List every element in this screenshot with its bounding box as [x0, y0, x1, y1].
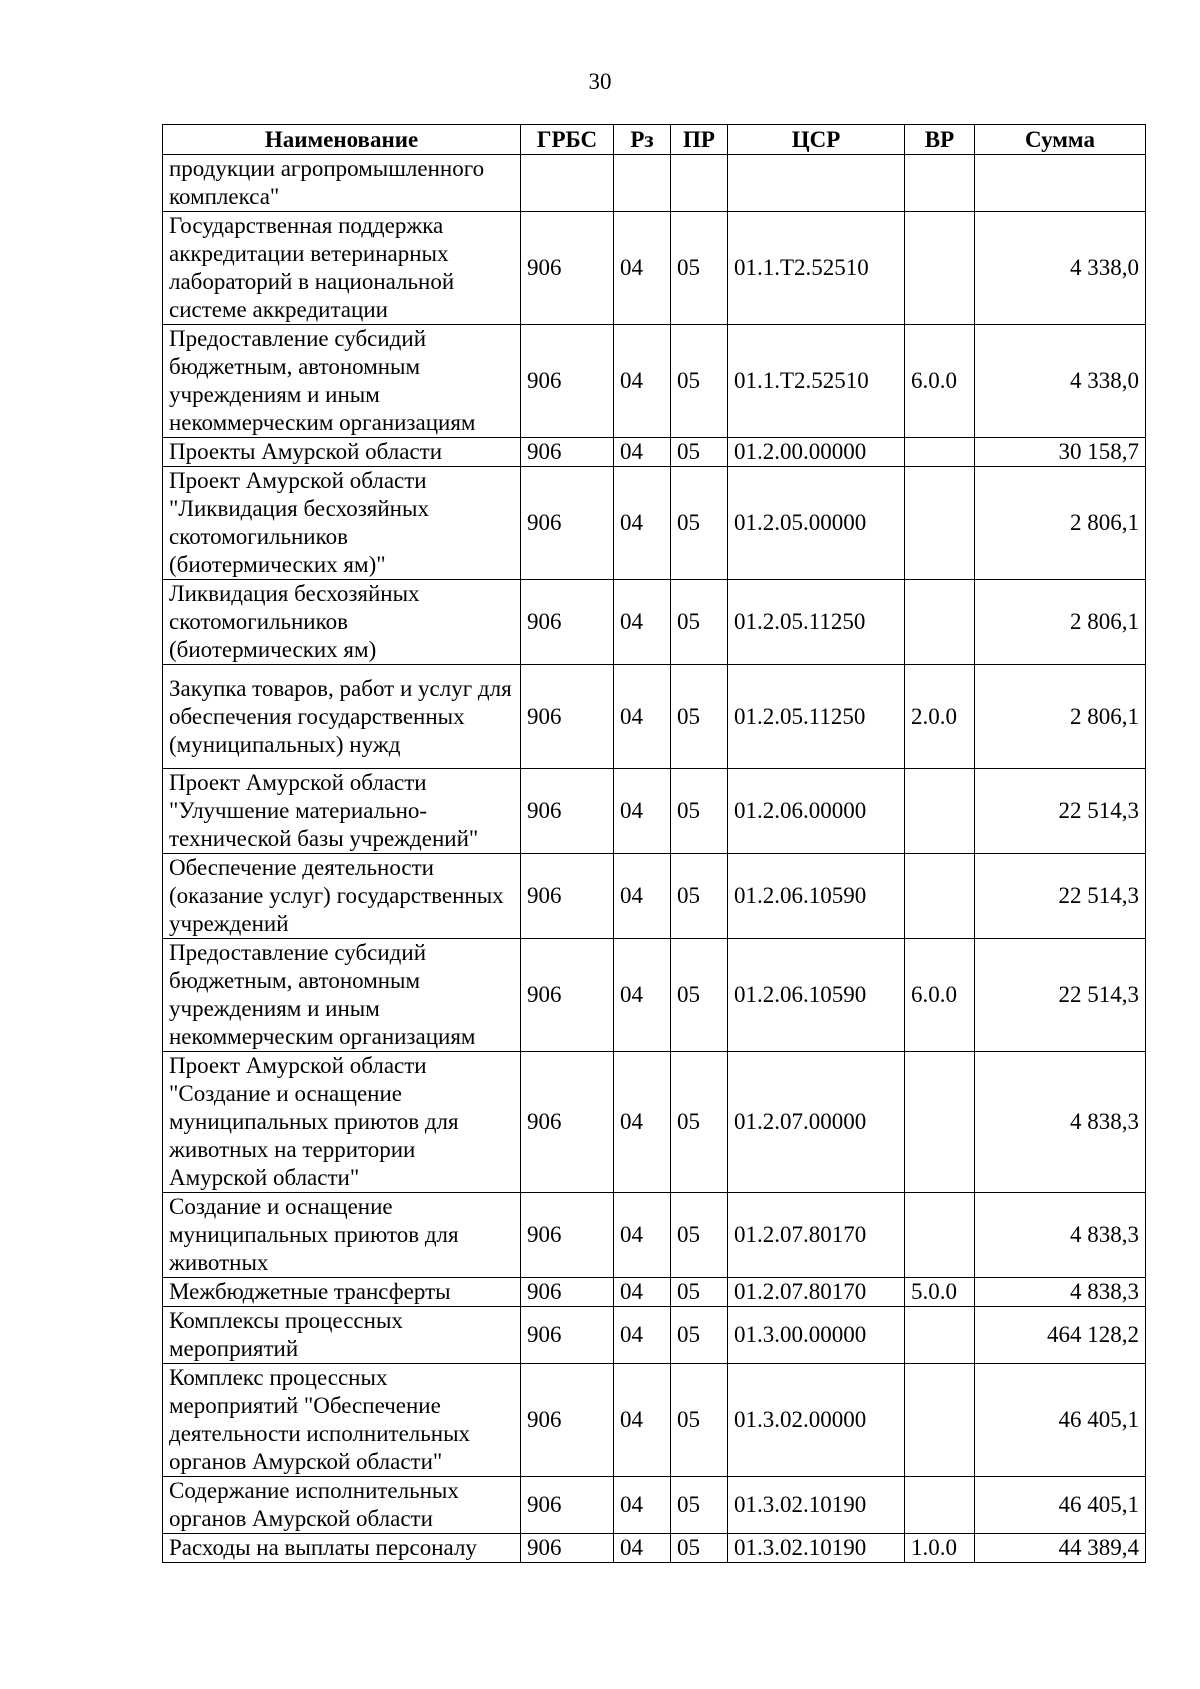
cell-rz: 04 — [614, 665, 671, 769]
cell-csr: 01.2.06.00000 — [728, 769, 905, 854]
cell-rz: 04 — [614, 1477, 671, 1534]
cell-csr: 01.3.02.10190 — [728, 1534, 905, 1563]
cell-csr: 01.2.07.00000 — [728, 1052, 905, 1193]
cell-name: Создание и оснащение муниципальных приютов для животных — [163, 1193, 521, 1278]
cell-rz: 04 — [614, 467, 671, 580]
budget-table — [162, 124, 1146, 1563]
cell-pr — [671, 155, 728, 212]
table-body — [163, 155, 1146, 1563]
cell-pr: 05 — [671, 467, 728, 580]
cell-vr — [905, 438, 975, 467]
table-header-row — [163, 125, 1146, 155]
cell-rz: 04 — [614, 939, 671, 1052]
cell-pr: 05 — [671, 1477, 728, 1534]
cell-sum: 22 514,3 — [975, 939, 1146, 1052]
cell-name: Проект Амурской области "Ликвидация бесхозяйных скотомогильников (биотермических ям)" — [163, 467, 521, 580]
cell-grbs: 906 — [521, 939, 614, 1052]
cell-rz: 04 — [614, 580, 671, 665]
cell-vr — [905, 1364, 975, 1477]
cell-name: Государственная поддержка аккредитации ветеринарных лабораторий в национальной системе аккредитации — [163, 212, 521, 325]
cell-rz — [614, 155, 671, 212]
table-row — [163, 1193, 1146, 1278]
cell-name: Проект Амурской области "Улучшение материально-технической базы учреждений" — [163, 769, 521, 854]
cell-vr — [905, 467, 975, 580]
cell-sum: 2 806,1 — [975, 665, 1146, 769]
cell-grbs: 906 — [521, 1052, 614, 1193]
header-csr: ЦСР — [728, 125, 905, 155]
cell-sum: 4 838,3 — [975, 1278, 1146, 1307]
cell-csr: 01.2.05.11250 — [728, 665, 905, 769]
cell-sum — [975, 155, 1146, 212]
cell-name: Предоставление субсидий бюджетным, автономным учреждениям и иным некоммерческим организациям — [163, 325, 521, 438]
cell-grbs: 906 — [521, 438, 614, 467]
header-pr: ПР — [671, 125, 728, 155]
page-number: 30 — [588, 69, 612, 94]
cell-sum: 2 806,1 — [975, 580, 1146, 665]
table-row — [163, 1052, 1146, 1193]
cell-csr: 01.2.06.10590 — [728, 939, 905, 1052]
cell-vr: 6.0.0 — [905, 939, 975, 1052]
cell-vr — [905, 1193, 975, 1278]
cell-grbs: 906 — [521, 854, 614, 939]
cell-vr — [905, 1052, 975, 1193]
header-sum: Сумма — [975, 125, 1146, 155]
cell-pr: 05 — [671, 854, 728, 939]
cell-rz: 04 — [614, 1364, 671, 1477]
cell-pr: 05 — [671, 580, 728, 665]
cell-pr: 05 — [671, 769, 728, 854]
cell-sum: 46 405,1 — [975, 1364, 1146, 1477]
cell-vr — [905, 1477, 975, 1534]
cell-pr: 05 — [671, 438, 728, 467]
cell-csr: 01.1.Т2.52510 — [728, 212, 905, 325]
cell-csr: 01.2.00.00000 — [728, 438, 905, 467]
cell-rz: 04 — [614, 325, 671, 438]
cell-sum: 4 338,0 — [975, 325, 1146, 438]
table-row — [163, 438, 1146, 467]
header-grbs: ГРБС — [521, 125, 614, 155]
cell-rz: 04 — [614, 438, 671, 467]
cell-grbs: 906 — [521, 1534, 614, 1563]
cell-rz: 04 — [614, 1052, 671, 1193]
cell-csr: 01.2.05.00000 — [728, 467, 905, 580]
cell-name: Расходы на выплаты персоналу — [163, 1534, 521, 1563]
cell-name: Проекты Амурской области — [163, 438, 521, 467]
cell-grbs: 906 — [521, 769, 614, 854]
header-rz: Рз — [614, 125, 671, 155]
header-vr: ВР — [905, 125, 975, 155]
cell-grbs: 906 — [521, 1364, 614, 1477]
cell-pr: 05 — [671, 665, 728, 769]
table-row — [163, 212, 1146, 325]
cell-rz: 04 — [614, 1534, 671, 1563]
cell-csr: 01.1.Т2.52510 — [728, 325, 905, 438]
cell-csr: 01.3.00.00000 — [728, 1307, 905, 1364]
table-row — [163, 325, 1146, 438]
cell-csr: 01.3.02.10190 — [728, 1477, 905, 1534]
table-row — [163, 769, 1146, 854]
cell-csr — [728, 155, 905, 212]
cell-csr: 01.2.06.10590 — [728, 854, 905, 939]
table-row — [163, 939, 1146, 1052]
table-row — [163, 1534, 1146, 1563]
cell-vr — [905, 1307, 975, 1364]
cell-pr: 05 — [671, 212, 728, 325]
cell-grbs: 906 — [521, 467, 614, 580]
cell-pr: 05 — [671, 939, 728, 1052]
cell-sum: 464 128,2 — [975, 1307, 1146, 1364]
cell-csr: 01.2.07.80170 — [728, 1278, 905, 1307]
table-row — [163, 1278, 1146, 1307]
cell-rz: 04 — [614, 1307, 671, 1364]
table-row — [163, 854, 1146, 939]
cell-name: Предоставление субсидий бюджетным, автономным учреждениям и иным некоммерческим организациям — [163, 939, 521, 1052]
cell-sum: 22 514,3 — [975, 854, 1146, 939]
cell-grbs: 906 — [521, 1477, 614, 1534]
table-row — [163, 1477, 1146, 1534]
cell-name: Комплекс процессных мероприятий "Обеспечение деятельности исполнительных органов Амурской области" — [163, 1364, 521, 1477]
table-row — [163, 1307, 1146, 1364]
cell-vr — [905, 212, 975, 325]
cell-pr: 05 — [671, 1052, 728, 1193]
cell-vr — [905, 580, 975, 665]
cell-rz: 04 — [614, 854, 671, 939]
cell-csr: 01.3.02.00000 — [728, 1364, 905, 1477]
cell-pr: 05 — [671, 1364, 728, 1477]
cell-name: продукции агропромышленного комплекса" — [163, 155, 521, 212]
cell-grbs — [521, 155, 614, 212]
cell-grbs: 906 — [521, 325, 614, 438]
table-row — [163, 665, 1146, 769]
cell-sum: 4 838,3 — [975, 1193, 1146, 1278]
cell-pr: 05 — [671, 1307, 728, 1364]
cell-rz: 04 — [614, 1193, 671, 1278]
table-row — [163, 580, 1146, 665]
cell-vr: 2.0.0 — [905, 665, 975, 769]
cell-grbs: 906 — [521, 580, 614, 665]
cell-pr: 05 — [671, 1534, 728, 1563]
cell-name: Ликвидация бесхозяйных скотомогильников (биотермических ям) — [163, 580, 521, 665]
cell-rz: 04 — [614, 212, 671, 325]
cell-grbs: 906 — [521, 1307, 614, 1364]
cell-sum: 22 514,3 — [975, 769, 1146, 854]
cell-rz: 04 — [614, 769, 671, 854]
cell-pr: 05 — [671, 1193, 728, 1278]
cell-csr: 01.2.07.80170 — [728, 1193, 905, 1278]
cell-grbs: 906 — [521, 665, 614, 769]
cell-name: Закупка товаров, работ и услуг для обеспечения государственных (муниципальных) нужд — [163, 665, 521, 769]
cell-name: Проект Амурской области "Создание и оснащение муниципальных приютов для животных на территории Амурской области" — [163, 1052, 521, 1193]
cell-grbs: 906 — [521, 212, 614, 325]
cell-vr: 1.0.0 — [905, 1534, 975, 1563]
cell-sum: 44 389,4 — [975, 1534, 1146, 1563]
cell-pr: 05 — [671, 325, 728, 438]
cell-name: Межбюджетные трансферты — [163, 1278, 521, 1307]
cell-vr: 6.0.0 — [905, 325, 975, 438]
cell-sum: 46 405,1 — [975, 1477, 1146, 1534]
cell-rz: 04 — [614, 1278, 671, 1307]
cell-sum: 30 158,7 — [975, 438, 1146, 467]
cell-vr — [905, 155, 975, 212]
cell-csr: 01.2.05.11250 — [728, 580, 905, 665]
header-name: Наименование — [163, 125, 521, 155]
cell-grbs: 906 — [521, 1278, 614, 1307]
cell-pr: 05 — [671, 1278, 728, 1307]
table-row — [163, 1364, 1146, 1477]
cell-name: Обеспечение деятельности (оказание услуг) государственных учреждений — [163, 854, 521, 939]
cell-sum: 4 338,0 — [975, 212, 1146, 325]
cell-grbs: 906 — [521, 1193, 614, 1278]
cell-name: Комплексы процессных мероприятий — [163, 1307, 521, 1364]
cell-vr: 5.0.0 — [905, 1278, 975, 1307]
table-row — [163, 155, 1146, 212]
cell-vr — [905, 769, 975, 854]
table-row — [163, 467, 1146, 580]
cell-name: Содержание исполнительных органов Амурской области — [163, 1477, 521, 1534]
cell-sum: 2 806,1 — [975, 467, 1146, 580]
cell-vr — [905, 854, 975, 939]
cell-sum: 4 838,3 — [975, 1052, 1146, 1193]
